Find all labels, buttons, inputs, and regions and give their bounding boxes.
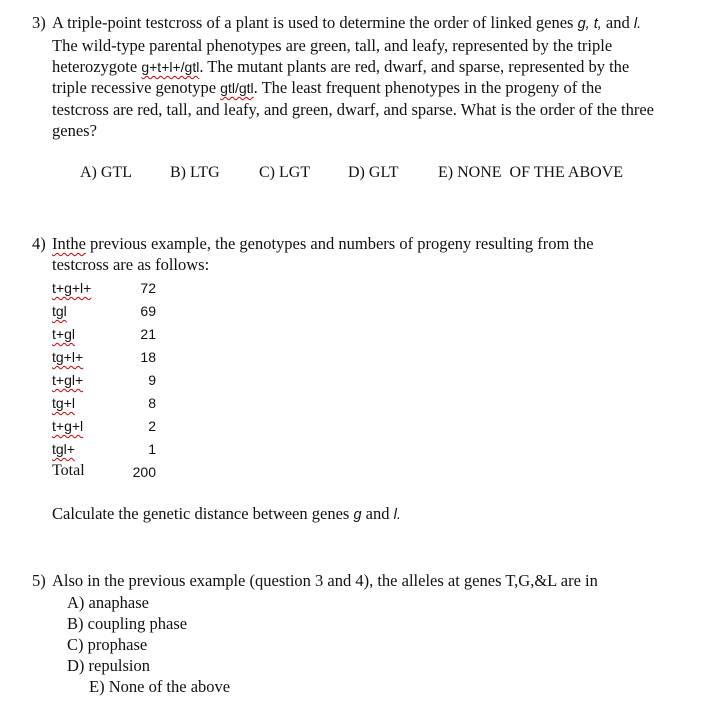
q3-gene-l: l. (633, 16, 642, 32)
q3-line1 (52, 12, 641, 35)
q3-line3 (52, 56, 629, 78)
q3-line1-text: A triple-point testcross of a plant is used to determine the order of linked genes (52, 13, 578, 32)
q3-and: and (601, 13, 634, 32)
genotype-cell: tgl (52, 303, 67, 319)
count-cell: 1 (148, 441, 156, 457)
q3-line2: The wild-type parental phenotypes are green, tall, and leafy, represented by the triple (52, 36, 613, 55)
table-row (52, 303, 162, 326)
q3-recessive-genotype: gtl/gtl (220, 80, 254, 96)
count-cell: 69 (140, 303, 156, 319)
q5-option-e[interactable]: E) None of the above (89, 677, 231, 696)
progeny-table (52, 280, 162, 485)
count-cell: 21 (140, 326, 156, 342)
q3-choice-e[interactable]: E) NONE OF THE ABOVE (438, 164, 624, 181)
q3-line4-text: triple recessive genotype (52, 78, 221, 97)
genotype-cell: t+gl (52, 326, 75, 342)
table-row (52, 441, 162, 462)
q5-option-a[interactable]: A) anaphase (67, 593, 150, 612)
q4-line1-text: previous example, the genotypes and numbers of progeny resulting from the (85, 234, 594, 253)
total-value: 200 (132, 464, 156, 480)
q4-number: 4) (32, 234, 46, 253)
genotype-cell: tg+l+ (52, 349, 84, 365)
table-row (52, 372, 162, 395)
q4-line2: testcross are as follows: (52, 255, 210, 274)
total-label: Total (52, 462, 85, 479)
table-row (52, 349, 162, 372)
q4-calc-text: Calculate the genetic distance between genes (52, 504, 354, 523)
table-row (52, 418, 162, 441)
q3-line6: genes? (52, 121, 97, 140)
q5-option-c[interactable]: C) prophase (67, 635, 148, 654)
count-cell: 18 (140, 349, 156, 365)
q3-line4-rest: . The least frequent phenotypes in the progeny of the (253, 78, 602, 97)
q5-option-d[interactable]: D) repulsion (67, 656, 150, 675)
count-cell: 8 (148, 395, 156, 411)
q5-number: 5) (32, 571, 46, 590)
q3-choice-a[interactable]: A) GTL (80, 164, 132, 181)
table-row (52, 280, 162, 303)
q3-number: 3) (32, 13, 46, 32)
q3-heterozygote-genotype: g+t+l+/gtl (141, 59, 200, 75)
genotype-cell: tg+l (52, 395, 75, 411)
q5-option-b[interactable]: B) coupling phase (67, 614, 188, 633)
q4-line1 (52, 233, 594, 254)
genotype-cell: t+gl+ (52, 372, 84, 388)
q3-line3-rest: . The mutant plants are red, dwarf, and sparse, represented by the (199, 57, 630, 76)
count-cell: 72 (140, 280, 156, 296)
q3-genes: g, t, (577, 16, 602, 32)
table-row (52, 326, 162, 349)
genotype-cell: t+g+l+ (52, 280, 92, 296)
q3-line5: testcross are red, tall, and leafy, and green, dwarf, and sparse. What is the order of the three (52, 100, 655, 119)
q3-choice-c[interactable]: C) LGT (259, 164, 311, 181)
table-total-row (52, 462, 162, 485)
q4-gene-l: l. (393, 507, 401, 523)
q3-choice-d[interactable]: D) GLT (348, 164, 399, 181)
q4-inthe: Inthe (52, 234, 86, 253)
q4-gene-g: g (353, 507, 362, 523)
genotype-cell: tgl+ (52, 441, 75, 457)
q3-choice-b[interactable]: B) LTG (170, 164, 220, 181)
count-cell: 9 (148, 372, 156, 388)
table-row (52, 395, 162, 418)
q4-calc-and: and (361, 504, 394, 523)
count-cell: 2 (148, 418, 156, 434)
genotype-cell: t+g+l (52, 418, 84, 434)
q5-line1: Also in the previous example (question 3 and 4), the alleles at genes T,G,&L are in (52, 571, 598, 590)
q4-calc-line (52, 503, 401, 526)
q3-line3-text: heterozygote (52, 57, 142, 76)
q3-line4 (52, 77, 602, 99)
